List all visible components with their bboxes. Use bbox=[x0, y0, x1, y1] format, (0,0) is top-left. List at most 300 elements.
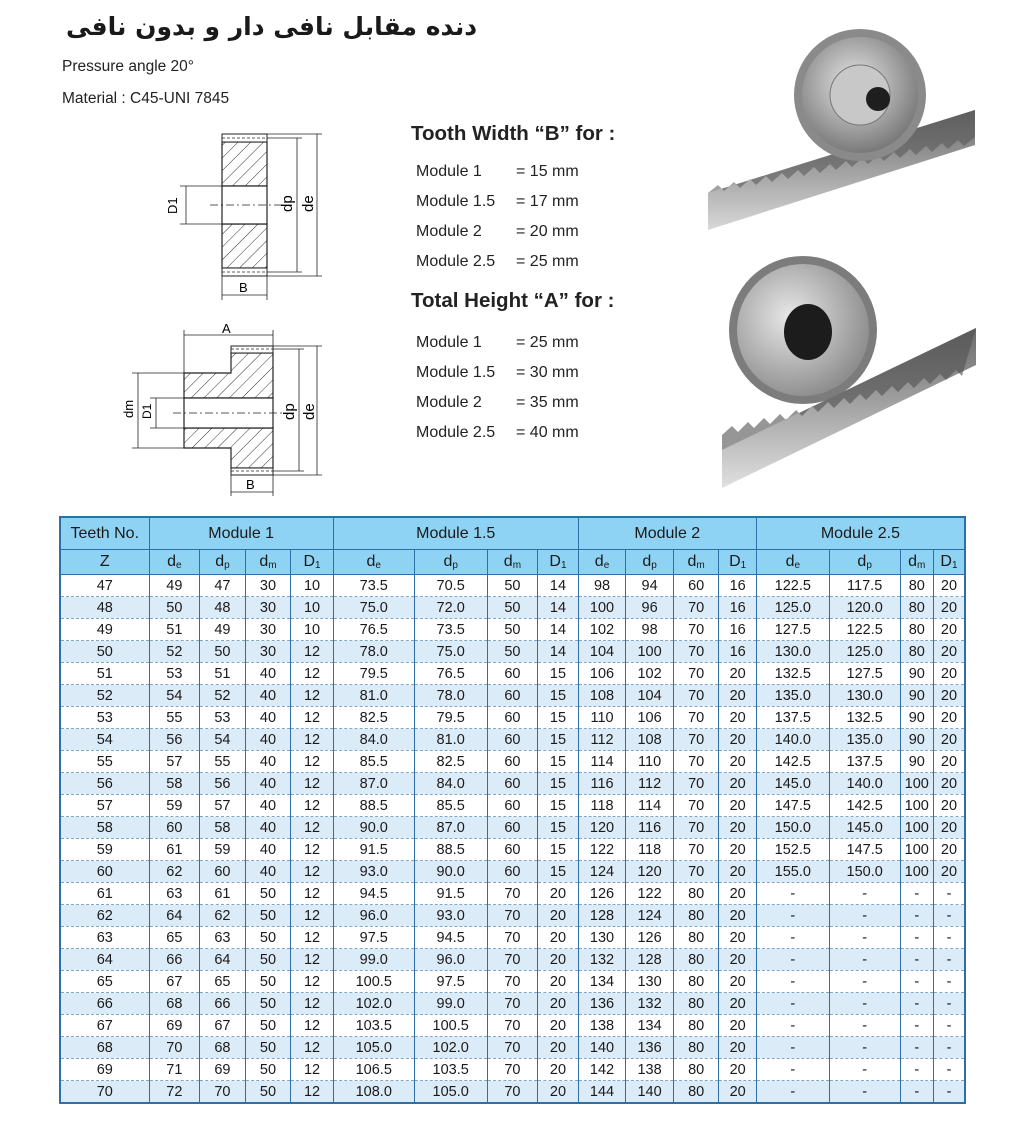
d1-hub-label: D1 bbox=[140, 403, 154, 419]
value-cell: 152.5 bbox=[756, 839, 829, 861]
value-cell: 90.0 bbox=[414, 861, 487, 883]
value-cell: 40 bbox=[245, 663, 291, 685]
table-row bbox=[60, 707, 965, 729]
teeth-count-cell: 53 bbox=[60, 707, 149, 729]
value-cell: 79.5 bbox=[414, 707, 487, 729]
value-cell: - bbox=[933, 1081, 965, 1104]
value-cell: 124 bbox=[578, 861, 626, 883]
teeth-count-cell: 56 bbox=[60, 773, 149, 795]
b-hub-label: B bbox=[246, 477, 255, 492]
value-cell: 20 bbox=[719, 1037, 756, 1059]
value-cell: 132 bbox=[626, 993, 674, 1015]
value-cell: 125.0 bbox=[829, 641, 900, 663]
value-cell: 60 bbox=[149, 817, 200, 839]
value-cell: 20 bbox=[719, 905, 756, 927]
value-cell: 12 bbox=[291, 773, 334, 795]
teeth-count-cell: 69 bbox=[60, 1059, 149, 1081]
value-cell: 118 bbox=[626, 839, 674, 861]
value-cell: 126 bbox=[578, 883, 626, 905]
value-cell: - bbox=[829, 971, 900, 993]
value-cell: 80 bbox=[673, 1081, 719, 1104]
value-cell: 70 bbox=[673, 751, 719, 773]
module-value: = 25 mm bbox=[516, 334, 579, 351]
teeth-count-cell: 54 bbox=[60, 729, 149, 751]
value-cell: 50 bbox=[245, 1015, 291, 1037]
module-value: = 25 mm bbox=[516, 253, 579, 270]
pressure-angle-text: Pressure angle 20° bbox=[62, 58, 194, 75]
value-cell: 60 bbox=[673, 575, 719, 597]
value-cell: 90 bbox=[900, 663, 933, 685]
value-cell: 67 bbox=[149, 971, 200, 993]
value-cell: 70 bbox=[487, 1037, 538, 1059]
value-cell: - bbox=[900, 883, 933, 905]
value-cell: 88.5 bbox=[414, 839, 487, 861]
teeth-count-cell: 51 bbox=[60, 663, 149, 685]
value-cell: 80 bbox=[673, 883, 719, 905]
value-cell: - bbox=[933, 949, 965, 971]
value-cell: 79.5 bbox=[333, 663, 414, 685]
value-cell: 14 bbox=[538, 619, 579, 641]
value-cell: 116 bbox=[626, 817, 674, 839]
value-cell: 50 bbox=[487, 619, 538, 641]
value-cell: 60 bbox=[487, 817, 538, 839]
table-row bbox=[60, 751, 965, 773]
value-cell: 118 bbox=[578, 795, 626, 817]
value-cell: 52 bbox=[149, 641, 200, 663]
value-cell: 72 bbox=[149, 1081, 200, 1104]
value-cell: 20 bbox=[933, 663, 965, 685]
teeth-no-header: Teeth No. bbox=[60, 517, 149, 550]
tooth-width-heading: Tooth Width “B” for : bbox=[411, 122, 616, 145]
value-cell: 80 bbox=[900, 597, 933, 619]
value-cell: 138 bbox=[578, 1015, 626, 1037]
symbol-header: $D_1$ bbox=[291, 550, 334, 575]
value-cell: 127.5 bbox=[829, 663, 900, 685]
value-cell: 20 bbox=[538, 1081, 579, 1104]
value-cell: 50 bbox=[200, 641, 246, 663]
value-cell: 103.5 bbox=[333, 1015, 414, 1037]
a-label: A bbox=[222, 321, 231, 336]
value-cell: 15 bbox=[538, 751, 579, 773]
value-cell: 20 bbox=[933, 861, 965, 883]
teeth-count-cell: 49 bbox=[60, 619, 149, 641]
value-cell: 70.5 bbox=[414, 575, 487, 597]
value-cell: - bbox=[933, 971, 965, 993]
value-cell: 70 bbox=[673, 861, 719, 883]
value-cell: 70 bbox=[673, 839, 719, 861]
value-cell: 106 bbox=[578, 663, 626, 685]
value-cell: 12 bbox=[291, 641, 334, 663]
value-cell: 20 bbox=[933, 795, 965, 817]
module-header: Module 2.5 bbox=[756, 517, 965, 550]
value-cell: 20 bbox=[933, 751, 965, 773]
value-cell: - bbox=[829, 1081, 900, 1104]
value-cell: 93.0 bbox=[333, 861, 414, 883]
value-cell: 124 bbox=[626, 905, 674, 927]
teeth-count-cell: 70 bbox=[60, 1081, 149, 1104]
value-cell: 40 bbox=[245, 839, 291, 861]
value-cell: 50 bbox=[149, 597, 200, 619]
gear-with-hub-diagram bbox=[118, 318, 333, 498]
value-cell: 20 bbox=[933, 729, 965, 751]
module-label: Module 2.5 bbox=[416, 253, 496, 270]
value-cell: 62 bbox=[200, 905, 246, 927]
value-cell: 114 bbox=[578, 751, 626, 773]
value-cell: 136 bbox=[626, 1037, 674, 1059]
value-cell: 54 bbox=[149, 685, 200, 707]
teeth-count-cell: 66 bbox=[60, 993, 149, 1015]
value-cell: 69 bbox=[200, 1059, 246, 1081]
value-cell: 94.5 bbox=[333, 883, 414, 905]
value-cell: 58 bbox=[149, 773, 200, 795]
teeth-count-cell: 67 bbox=[60, 1015, 149, 1037]
value-cell: - bbox=[756, 1081, 829, 1104]
symbol-header: $d_e$ bbox=[149, 550, 200, 575]
value-cell: 10 bbox=[291, 619, 334, 641]
value-cell: 70 bbox=[487, 905, 538, 927]
value-cell: 140.0 bbox=[756, 729, 829, 751]
value-cell: - bbox=[900, 905, 933, 927]
value-cell: - bbox=[933, 1015, 965, 1037]
symbol-header: $d_p$ bbox=[626, 550, 674, 575]
value-cell: 130.0 bbox=[829, 685, 900, 707]
value-cell: 70 bbox=[673, 707, 719, 729]
value-cell: 12 bbox=[291, 883, 334, 905]
value-cell: 20 bbox=[933, 839, 965, 861]
value-cell: 70 bbox=[200, 1081, 246, 1104]
value-cell: 134 bbox=[626, 1015, 674, 1037]
value-cell: - bbox=[900, 1059, 933, 1081]
value-cell: 16 bbox=[719, 641, 756, 663]
value-cell: - bbox=[829, 1037, 900, 1059]
value-cell: 70 bbox=[673, 773, 719, 795]
value-cell: 96.0 bbox=[414, 949, 487, 971]
value-cell: 106.5 bbox=[333, 1059, 414, 1081]
dm-label: dm bbox=[121, 399, 136, 418]
value-cell: 75.0 bbox=[414, 641, 487, 663]
value-cell: 57 bbox=[200, 795, 246, 817]
value-cell: 50 bbox=[487, 597, 538, 619]
value-cell: 20 bbox=[719, 861, 756, 883]
value-cell: 100 bbox=[900, 817, 933, 839]
value-cell: - bbox=[756, 971, 829, 993]
de-label: de bbox=[300, 195, 317, 212]
value-cell: 56 bbox=[200, 773, 246, 795]
value-cell: 15 bbox=[538, 685, 579, 707]
value-cell: 20 bbox=[538, 1037, 579, 1059]
value-cell: 50 bbox=[245, 993, 291, 1015]
gear-rack-photo-hub bbox=[700, 15, 980, 235]
value-cell: 155.0 bbox=[756, 861, 829, 883]
value-cell: 53 bbox=[149, 663, 200, 685]
value-cell: 20 bbox=[719, 1015, 756, 1037]
value-cell: 120 bbox=[578, 817, 626, 839]
value-cell: 104 bbox=[578, 641, 626, 663]
value-cell: 104 bbox=[626, 685, 674, 707]
table-row bbox=[60, 1015, 965, 1037]
value-cell: 20 bbox=[719, 707, 756, 729]
value-cell: 20 bbox=[933, 773, 965, 795]
value-cell: 140 bbox=[626, 1081, 674, 1104]
total-height-row bbox=[416, 364, 579, 382]
gear-no-hub-diagram bbox=[150, 128, 340, 306]
value-cell: 100 bbox=[900, 773, 933, 795]
value-cell: 90 bbox=[900, 685, 933, 707]
value-cell: 136 bbox=[578, 993, 626, 1015]
module-label: Module 1.5 bbox=[416, 364, 496, 381]
value-cell: 70 bbox=[487, 883, 538, 905]
value-cell: 135.0 bbox=[829, 729, 900, 751]
z-header: Z bbox=[60, 550, 149, 575]
gear-rack-photo-plain bbox=[718, 250, 980, 490]
value-cell: 47 bbox=[200, 575, 246, 597]
value-cell: 142 bbox=[578, 1059, 626, 1081]
module-value: = 30 mm bbox=[516, 364, 579, 381]
value-cell: 94.5 bbox=[414, 927, 487, 949]
value-cell: 110 bbox=[626, 751, 674, 773]
module-value: = 20 mm bbox=[516, 223, 579, 240]
value-cell: 20 bbox=[933, 707, 965, 729]
value-cell: 63 bbox=[200, 927, 246, 949]
value-cell: 60 bbox=[487, 861, 538, 883]
value-cell: 108 bbox=[626, 729, 674, 751]
value-cell: 15 bbox=[538, 663, 579, 685]
value-cell: 20 bbox=[719, 927, 756, 949]
value-cell: 20 bbox=[719, 795, 756, 817]
value-cell: 49 bbox=[149, 575, 200, 597]
value-cell: 147.5 bbox=[829, 839, 900, 861]
value-cell: 20 bbox=[719, 883, 756, 905]
teeth-count-cell: 61 bbox=[60, 883, 149, 905]
module-value: = 15 mm bbox=[516, 163, 579, 180]
value-cell: 40 bbox=[245, 817, 291, 839]
total-height-heading: Total Height “A” for : bbox=[411, 289, 615, 312]
value-cell: 94 bbox=[626, 575, 674, 597]
symbol-header: $d_p$ bbox=[829, 550, 900, 575]
value-cell: 12 bbox=[291, 861, 334, 883]
b-label: B bbox=[239, 280, 248, 295]
symbol-header: $D_1$ bbox=[719, 550, 756, 575]
value-cell: 99.0 bbox=[333, 949, 414, 971]
symbol-header: $d_p$ bbox=[200, 550, 246, 575]
total-height-row bbox=[416, 424, 579, 442]
value-cell: 80 bbox=[673, 905, 719, 927]
value-cell: 70 bbox=[673, 597, 719, 619]
value-cell: 140 bbox=[578, 1037, 626, 1059]
symbol-header: $D_1$ bbox=[538, 550, 579, 575]
value-cell: 73.5 bbox=[414, 619, 487, 641]
value-cell: 80 bbox=[673, 927, 719, 949]
value-cell: 12 bbox=[291, 927, 334, 949]
value-cell: 132.5 bbox=[829, 707, 900, 729]
value-cell: 64 bbox=[200, 949, 246, 971]
value-cell: 50 bbox=[487, 641, 538, 663]
table-row bbox=[60, 575, 965, 597]
value-cell: 51 bbox=[200, 663, 246, 685]
value-cell: 66 bbox=[200, 993, 246, 1015]
value-cell: - bbox=[900, 1081, 933, 1104]
total-height-row bbox=[416, 334, 579, 352]
value-cell: 120 bbox=[626, 861, 674, 883]
value-cell: 110 bbox=[578, 707, 626, 729]
value-cell: 30 bbox=[245, 575, 291, 597]
value-cell: 142.5 bbox=[756, 751, 829, 773]
value-cell: 102.0 bbox=[333, 993, 414, 1015]
value-cell: 12 bbox=[291, 1059, 334, 1081]
value-cell: 58 bbox=[200, 817, 246, 839]
value-cell: - bbox=[829, 1059, 900, 1081]
value-cell: 68 bbox=[149, 993, 200, 1015]
value-cell: 16 bbox=[719, 575, 756, 597]
value-cell: 132 bbox=[578, 949, 626, 971]
value-cell: - bbox=[756, 949, 829, 971]
value-cell: - bbox=[900, 949, 933, 971]
value-cell: 130.0 bbox=[756, 641, 829, 663]
value-cell: 71 bbox=[149, 1059, 200, 1081]
table-row bbox=[60, 839, 965, 861]
value-cell: 117.5 bbox=[829, 575, 900, 597]
value-cell: 40 bbox=[245, 861, 291, 883]
value-cell: - bbox=[829, 993, 900, 1015]
value-cell: 20 bbox=[538, 1059, 579, 1081]
teeth-count-cell: 57 bbox=[60, 795, 149, 817]
value-cell: - bbox=[756, 1037, 829, 1059]
module-header: Module 1 bbox=[149, 517, 333, 550]
value-cell: 62 bbox=[149, 861, 200, 883]
symbol-header: $d_e$ bbox=[756, 550, 829, 575]
module-label: Module 1 bbox=[416, 163, 482, 180]
teeth-count-cell: 65 bbox=[60, 971, 149, 993]
value-cell: - bbox=[829, 927, 900, 949]
teeth-count-cell: 50 bbox=[60, 641, 149, 663]
value-cell: 20 bbox=[719, 663, 756, 685]
value-cell: 12 bbox=[291, 817, 334, 839]
gear-spec-table bbox=[59, 516, 966, 1104]
value-cell: 60 bbox=[487, 707, 538, 729]
value-cell: 90 bbox=[900, 751, 933, 773]
module-value: = 35 mm bbox=[516, 394, 579, 411]
table-header-modules bbox=[60, 517, 965, 550]
value-cell: 70 bbox=[487, 1081, 538, 1104]
value-cell: 40 bbox=[245, 751, 291, 773]
value-cell: 70 bbox=[487, 971, 538, 993]
value-cell: 16 bbox=[719, 619, 756, 641]
value-cell: 98 bbox=[578, 575, 626, 597]
value-cell: 80 bbox=[900, 619, 933, 641]
value-cell: 20 bbox=[719, 817, 756, 839]
value-cell: 75.0 bbox=[333, 597, 414, 619]
value-cell: 108 bbox=[578, 685, 626, 707]
value-cell: 106 bbox=[626, 707, 674, 729]
value-cell: 88.5 bbox=[333, 795, 414, 817]
value-cell: 100.5 bbox=[333, 971, 414, 993]
value-cell: 60 bbox=[487, 795, 538, 817]
value-cell: 70 bbox=[487, 927, 538, 949]
value-cell: 12 bbox=[291, 663, 334, 685]
table-header-symbols bbox=[60, 550, 965, 575]
teeth-count-cell: 55 bbox=[60, 751, 149, 773]
value-cell: 105.0 bbox=[414, 1081, 487, 1104]
value-cell: 100 bbox=[578, 597, 626, 619]
value-cell: 10 bbox=[291, 575, 334, 597]
value-cell: - bbox=[900, 927, 933, 949]
module-label: Module 2 bbox=[416, 223, 482, 240]
value-cell: 97.5 bbox=[414, 971, 487, 993]
value-cell: 12 bbox=[291, 949, 334, 971]
teeth-count-cell: 47 bbox=[60, 575, 149, 597]
value-cell: 102 bbox=[578, 619, 626, 641]
value-cell: 150.0 bbox=[829, 861, 900, 883]
material-text: Material : C45-UNI 7845 bbox=[62, 90, 230, 107]
value-cell: 14 bbox=[538, 575, 579, 597]
value-cell: 125.0 bbox=[756, 597, 829, 619]
value-cell: 100 bbox=[626, 641, 674, 663]
value-cell: 80 bbox=[900, 641, 933, 663]
table-row bbox=[60, 619, 965, 641]
value-cell: 20 bbox=[933, 817, 965, 839]
value-cell: 55 bbox=[200, 751, 246, 773]
value-cell: 147.5 bbox=[756, 795, 829, 817]
value-cell: 140.0 bbox=[829, 773, 900, 795]
value-cell: 20 bbox=[933, 685, 965, 707]
value-cell: 59 bbox=[149, 795, 200, 817]
value-cell: 132.5 bbox=[756, 663, 829, 685]
value-cell: 20 bbox=[719, 839, 756, 861]
module-label: Module 2.5 bbox=[416, 424, 496, 441]
value-cell: 59 bbox=[200, 839, 246, 861]
value-cell: 51 bbox=[149, 619, 200, 641]
value-cell: 15 bbox=[538, 773, 579, 795]
value-cell: 20 bbox=[538, 927, 579, 949]
value-cell: 14 bbox=[538, 597, 579, 619]
value-cell: 103.5 bbox=[414, 1059, 487, 1081]
symbol-header: $d_e$ bbox=[333, 550, 414, 575]
de-hub-label: de bbox=[301, 403, 318, 420]
value-cell: 138 bbox=[626, 1059, 674, 1081]
value-cell: - bbox=[756, 905, 829, 927]
value-cell: 30 bbox=[245, 641, 291, 663]
value-cell: 20 bbox=[538, 949, 579, 971]
symbol-header: $d_m$ bbox=[245, 550, 291, 575]
value-cell: 85.5 bbox=[414, 795, 487, 817]
value-cell: 100 bbox=[900, 839, 933, 861]
value-cell: 12 bbox=[291, 971, 334, 993]
value-cell: 128 bbox=[626, 949, 674, 971]
value-cell: 14 bbox=[538, 641, 579, 663]
teeth-count-cell: 62 bbox=[60, 905, 149, 927]
value-cell: 50 bbox=[487, 575, 538, 597]
value-cell: 68 bbox=[200, 1037, 246, 1059]
value-cell: - bbox=[756, 1015, 829, 1037]
value-cell: 80 bbox=[673, 1015, 719, 1037]
value-cell: 53 bbox=[200, 707, 246, 729]
value-cell: 12 bbox=[291, 751, 334, 773]
value-cell: 90.0 bbox=[333, 817, 414, 839]
value-cell: 145.0 bbox=[829, 817, 900, 839]
table-body bbox=[60, 575, 965, 1104]
table-row bbox=[60, 1037, 965, 1059]
value-cell: 55 bbox=[149, 707, 200, 729]
value-cell: 60 bbox=[487, 663, 538, 685]
value-cell: 70 bbox=[673, 817, 719, 839]
value-cell: 76.5 bbox=[414, 663, 487, 685]
value-cell: 20 bbox=[719, 949, 756, 971]
value-cell: - bbox=[900, 1015, 933, 1037]
value-cell: 16 bbox=[719, 597, 756, 619]
module-value: = 40 mm bbox=[516, 424, 579, 441]
symbol-header: $d_m$ bbox=[900, 550, 933, 575]
value-cell: 50 bbox=[245, 1059, 291, 1081]
